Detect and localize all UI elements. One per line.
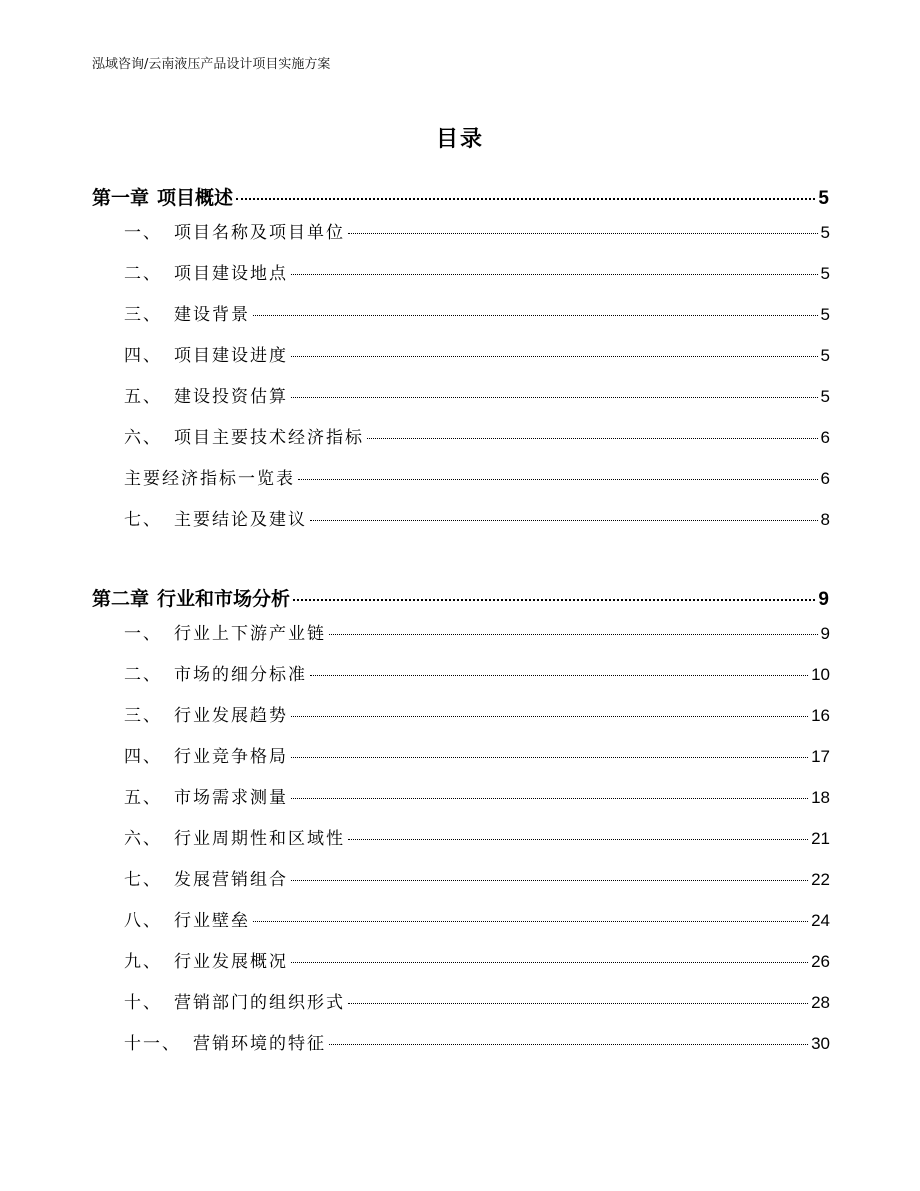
- toc-dot-leader: [291, 962, 808, 963]
- toc-entry-title: 项目主要技术经济指标: [174, 428, 364, 448]
- toc-dot-leader: [310, 520, 818, 521]
- toc-section-entry[interactable]: [124, 505, 830, 530]
- toc-chapter-entry[interactable]: [92, 183, 829, 210]
- toc-entry-title: 行业壁垒: [174, 911, 250, 931]
- toc-entry-number: 四、: [124, 346, 162, 366]
- toc-entry-number: 六、: [124, 829, 162, 849]
- toc-entry-title: 项目建设地点: [174, 264, 288, 284]
- toc-section-entry[interactable]: [124, 988, 830, 1013]
- toc-dot-leader: [236, 198, 815, 200]
- toc-section-entry[interactable]: [124, 218, 830, 243]
- toc-entry-page-number: 26: [811, 952, 830, 971]
- toc-title: 目录: [435, 127, 484, 152]
- toc-entry-number: 八、: [124, 911, 162, 931]
- toc-dot-leader: [367, 438, 818, 439]
- toc-section-entry[interactable]: [124, 701, 830, 726]
- toc-dot-leader: [291, 397, 818, 398]
- toc-entry-number: 十、: [124, 993, 162, 1013]
- toc-entry-page-number: 17: [811, 747, 830, 766]
- toc-entry-page-number: 30: [811, 1034, 830, 1053]
- toc-dot-leader: [348, 233, 818, 234]
- toc-dot-leader: [329, 634, 818, 635]
- toc-section-entry[interactable]: [124, 464, 830, 489]
- toc-dot-leader: [291, 798, 808, 799]
- toc-section-entry[interactable]: [124, 423, 830, 448]
- toc-entry-number: 十一、: [124, 1034, 181, 1054]
- toc-dot-leader: [310, 675, 808, 676]
- toc-entry-number: 二、: [124, 264, 162, 284]
- toc-entry-title: 建设投资估算: [174, 387, 288, 407]
- toc-entry-page-number: 5: [820, 346, 830, 365]
- toc-entry-page-number: 5: [820, 305, 830, 324]
- toc-entry-page-number: 21: [811, 829, 830, 848]
- toc-entry-page-number: 5: [820, 223, 830, 242]
- toc-entry-number: 七、: [124, 870, 162, 890]
- toc-entry-title: 项目名称及项目单位: [174, 223, 345, 243]
- toc-section-entry[interactable]: [124, 783, 830, 808]
- toc-entry-number: 七、: [124, 510, 162, 530]
- toc-dot-leader: [293, 599, 815, 601]
- page-header: 泓域咨询/云南液压产品设计项目实施方案: [92, 57, 331, 72]
- toc-dot-leader: [291, 880, 808, 881]
- toc-section-entry[interactable]: [124, 300, 830, 325]
- toc-section-entry[interactable]: [124, 824, 830, 849]
- toc-entry-number: 五、: [124, 387, 162, 407]
- toc-entry-title: 营销部门的组织形式: [174, 993, 345, 1013]
- toc-entry-title: 建设背景: [174, 305, 250, 325]
- toc-section-entry[interactable]: [124, 619, 830, 644]
- toc-entry-number: 二、: [124, 665, 162, 685]
- toc-entry-page-number: 6: [820, 469, 830, 488]
- toc-section-entry[interactable]: [124, 660, 830, 685]
- toc-section-entry[interactable]: [124, 259, 830, 284]
- toc-entry-title: 行业和市场分析: [157, 588, 291, 610]
- toc-section-entry[interactable]: [124, 1029, 830, 1054]
- toc-chapter-entry[interactable]: [92, 584, 829, 611]
- toc-section-entry[interactable]: [124, 865, 830, 890]
- toc-entry-page-number: 5: [820, 387, 830, 406]
- toc-entry-title: 行业发展概况: [174, 952, 288, 972]
- toc-entry-title: 主要经济指标一览表: [124, 469, 295, 489]
- toc-entry-page-number: 22: [811, 870, 830, 889]
- toc-entry-page-number: 9: [818, 589, 829, 610]
- toc-section-entry[interactable]: [124, 382, 830, 407]
- toc-entry-page-number: 28: [811, 993, 830, 1012]
- toc-dot-leader: [291, 716, 808, 717]
- toc-section-entry[interactable]: [124, 947, 830, 972]
- toc-entry-title: 市场需求测量: [174, 788, 288, 808]
- toc-entry-number: 五、: [124, 788, 162, 808]
- toc-entry-number: 一、: [124, 223, 162, 243]
- toc-entry-title: 行业竞争格局: [174, 747, 288, 767]
- toc-entry-number: 第二章: [92, 588, 150, 610]
- toc-dot-leader: [253, 921, 808, 922]
- toc-entry-title: 项目建设进度: [174, 346, 288, 366]
- toc-entry-title: 营销环境的特征: [193, 1034, 326, 1054]
- toc-entry-number: 第一章: [92, 187, 150, 209]
- toc-entry-page-number: 5: [820, 264, 830, 283]
- toc-entry-title: 市场的细分标准: [174, 665, 307, 685]
- toc-entry-title: 项目概述: [157, 187, 234, 209]
- toc-dot-leader: [348, 839, 808, 840]
- toc-dot-leader: [291, 356, 818, 357]
- toc-dot-leader: [329, 1044, 808, 1045]
- toc-entry-number: 三、: [124, 305, 162, 325]
- toc-dot-leader: [298, 479, 818, 480]
- toc-dot-leader: [291, 274, 818, 275]
- toc-entry-page-number: 9: [820, 624, 830, 643]
- toc-section-entry[interactable]: [124, 906, 830, 931]
- toc-entry-page-number: 24: [811, 911, 830, 930]
- toc-entry-page-number: 8: [820, 510, 830, 529]
- toc-dot-leader: [253, 315, 818, 316]
- toc-section-entry[interactable]: [124, 742, 830, 767]
- toc-entry-page-number: 10: [811, 665, 830, 684]
- toc-entry-title: 发展营销组合: [174, 870, 288, 890]
- toc-entry-number: 三、: [124, 706, 162, 726]
- toc-entry-title: 行业周期性和区域性: [174, 829, 345, 849]
- toc-entry-title: 行业发展趋势: [174, 706, 288, 726]
- toc-entry-number: 四、: [124, 747, 162, 767]
- toc-entry-page-number: 16: [811, 706, 830, 725]
- toc-entry-number: 九、: [124, 952, 162, 972]
- toc-entry-page-number: 5: [818, 188, 829, 209]
- toc-entry-title: 主要结论及建议: [174, 510, 307, 530]
- toc-entry-number: 六、: [124, 428, 162, 448]
- toc-entry-number: 一、: [124, 624, 162, 644]
- toc-entry-page-number: 18: [811, 788, 830, 807]
- toc-dot-leader: [291, 757, 808, 758]
- toc-entry-page-number: 6: [820, 428, 830, 447]
- toc-dot-leader: [348, 1003, 808, 1004]
- toc-entry-title: 行业上下游产业链: [174, 624, 326, 644]
- toc-section-entry[interactable]: [124, 341, 830, 366]
